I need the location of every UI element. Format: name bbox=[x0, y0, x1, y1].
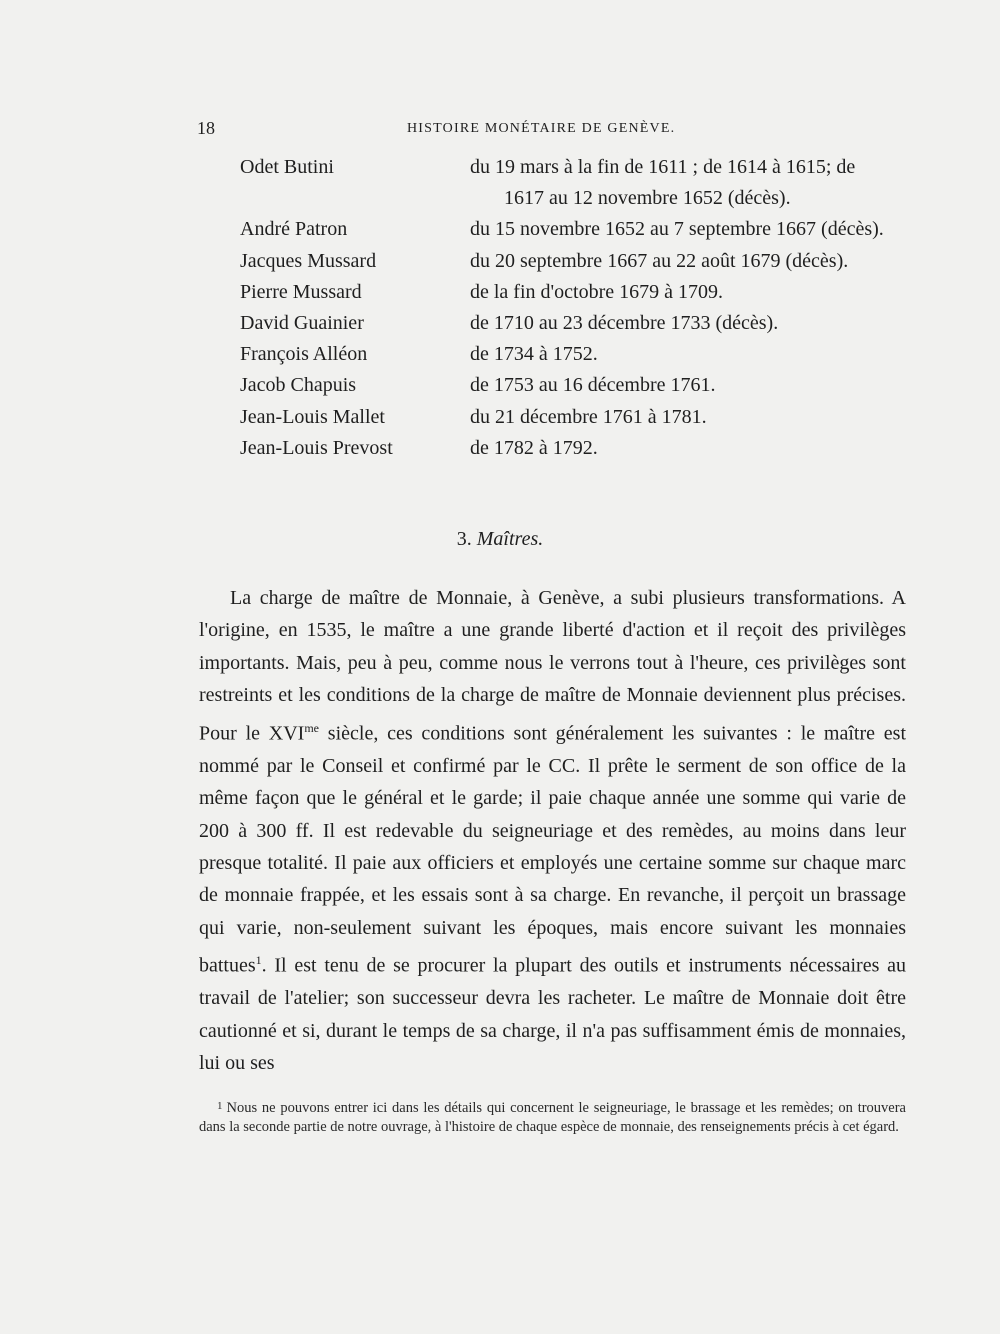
roster-entry bbox=[240, 339, 906, 370]
body-text-part: . Il est tenu de se procurer la plupart des outils et instruments nécessaires au travail de l'atelier; son successeur devra les racheter. Le maître de Monnaie doit être cautionné et si, durant le temps de sa charge, il n'a pas suffisamment émis de monnaies, lui ou ses bbox=[199, 954, 906, 1074]
roster-name: André Patron bbox=[240, 218, 348, 241]
body-paragraph bbox=[199, 582, 906, 1079]
roster-term: du 15 novembre 1652 au 7 septembre 1667 (décès). bbox=[470, 218, 884, 241]
roster-entry bbox=[240, 246, 906, 277]
roster-name: François Alléon bbox=[240, 343, 368, 366]
footnote-text: Nous ne pouvons entrer ici dans les détails qui concernent le seigneuriage, le brassage et les remèdes; on trouvera dans la seconde partie de notre ouvrage, à l'histoire de chaque espèce de monnaie, des renseignements précis à cet égard. bbox=[199, 1100, 906, 1135]
roster-name: Odet Butini bbox=[240, 156, 334, 178]
roster-term: du 21 décembre 1761 à 1781. bbox=[470, 405, 707, 428]
roster-entry bbox=[240, 370, 906, 401]
body-text bbox=[199, 582, 906, 1079]
roster-entry-continuation bbox=[240, 183, 906, 214]
footnote bbox=[199, 1097, 906, 1136]
roster-entry bbox=[240, 277, 906, 308]
body-text-part: La charge de maître de Monnaie, à Genève, a subi plusieurs transformations. A l'origine, en 1535, le maître a une grande liberté d'action et il reçoit des privilèges importants. Mais, peu à peu, comme nous le verrons tout à l'heure, ces privilèges sont restreints et les conditions de la charge de maître de Monnaie deviennent plus précises. Pour le XVI bbox=[199, 587, 906, 745]
footnote-reference: 1 bbox=[255, 953, 262, 968]
roster-entry bbox=[240, 433, 906, 464]
roster-name: Jean-Louis Prevost bbox=[240, 436, 393, 459]
body-text-part: siècle, ces conditions sont généralement les suivantes : le maître est nommé par le Conseil et confirmé par le CC. Il prête le serment de son office de la même façon que le général et le garde; il paie chaque année une somme qui varie de 200 à 300 ff. Il est redevable du seigneuriage et des remèdes, au moins dans leur presque totalité. Il paie aux officiers et employés une certaine somme sur chaque marc de monnaie frappée, et les essais sont à sa charge. En revanche, il perçoit un brassage qui varie, non-seulement suivant les époques, mais encore suivant les monnaies battues bbox=[199, 722, 907, 977]
page-number: 18 bbox=[197, 118, 215, 138]
roster-term: de la fin d'octobre 1679 à 1709. bbox=[470, 280, 723, 303]
roster-term: du 20 septembre 1667 au 22 août 1679 (décès). bbox=[470, 249, 849, 272]
roster-name: David Guainier bbox=[240, 311, 364, 334]
roster-entry bbox=[240, 152, 906, 183]
superscript-me: me bbox=[304, 720, 320, 735]
roster-term-continuation: 1617 au 12 novembre 1652 (décès). bbox=[504, 187, 791, 210]
running-title: HISTOIRE MONÉTAIRE DE GENÈVE. bbox=[407, 121, 676, 136]
roster-entry bbox=[240, 214, 906, 245]
section-heading bbox=[0, 528, 1000, 551]
section-title: Maîtres. bbox=[476, 528, 544, 550]
roster-term: de 1753 au 16 décembre 1761. bbox=[470, 374, 716, 397]
masters-roster bbox=[240, 152, 906, 464]
roster-name: Pierre Mussard bbox=[240, 280, 362, 303]
roster-term: de 1710 au 23 décembre 1733 (décès). bbox=[470, 311, 779, 334]
footnote-mark: 1 bbox=[217, 1100, 223, 1112]
roster-entry bbox=[240, 402, 906, 433]
roster-name: Jean-Louis Mallet bbox=[240, 405, 385, 428]
roster-term: de 1782 à 1792. bbox=[470, 436, 598, 459]
page-header bbox=[197, 118, 904, 142]
roster-term: de 1734 à 1752. bbox=[470, 343, 598, 366]
roster-name: Jacques Mussard bbox=[240, 249, 377, 272]
roster-name: Jacob Chapuis bbox=[240, 374, 357, 397]
roster-term: du 19 mars à la fin de 1611 ; de 1614 à 1615; de bbox=[470, 156, 856, 178]
section-number: 3. bbox=[456, 528, 472, 550]
roster-entry bbox=[240, 308, 906, 339]
